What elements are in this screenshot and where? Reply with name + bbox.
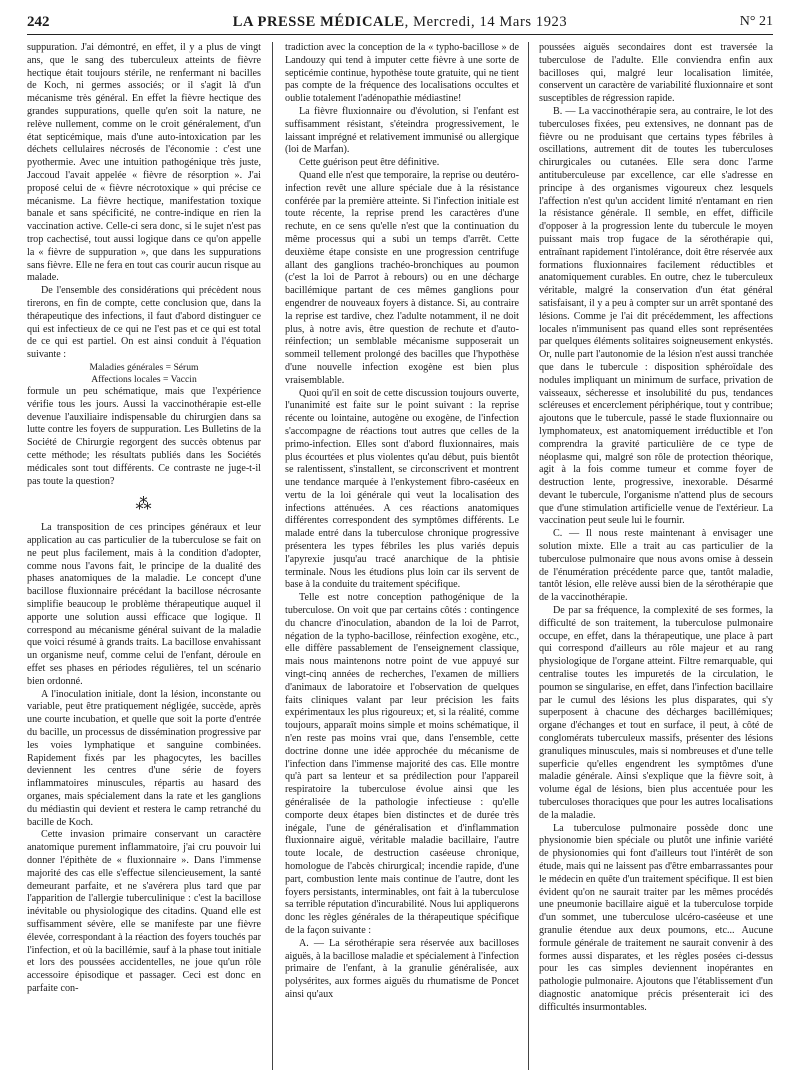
column-3 (539, 42, 773, 1015)
issue-date: , Mercredi, 14 Mars 1923 (404, 14, 568, 30)
column-1 (27, 42, 261, 996)
paragraph: Cette guérison peut être définitive. (299, 157, 440, 169)
paragraph: De par sa fréquence, la complexité de ses formes, la difficulté de son traitement, la tuberculose pulmonaire occupe, en effet, dans la thérapeutique, une place à part qui correspond d'ailleurs au rôle majeur et au rang physiologique de l'organe atteint. Filtre remarquable, qui centralise toutes les impuretés de la circulation, le poumon se singularise, en effet, dans l'infection bacillaire par le cumul des lésions les plus disparates, qui s'y superposent à chacune des décharges bacillémiques; organe d'échanges et tout en surface, il peut, à côté de conglomérats tuberculeux massifs, présenter des lésions granuliques minuscules, mais si nombreuses et d'une telle superficie qu'elles engendrent les symptômes d'une maladie générale. Ainsi s'explique que la fièvre soit, à volume égal de lésions, bien plus accentuée pour les tuberculoses thoraciques que pour les autres localisations de la maladie. (539, 605, 773, 821)
header-rule (27, 34, 773, 35)
paragraph: B. — La vaccinothérapie sera, au contraire, le lot des tuberculoses fixées, peu extensives, ne donnant pas de fièvre ou ne produisant que certains types fébriles à oscillations, autrement dit de toutes les tuberculoses chirurgicales ou cutanées. Elle sera donc l'arme antituberculeuse par excellence, car elle s'adresse en principe à des organismes vigoureux chez lesquels l'affection n'est qu'un accident limité n'entamant en rien la résistance générale. Il semble, en effet, difficile d'opposer à la progression lente du tubercule le moyen puissant mais trop fugace de la sérothérapie qui, entraînant rapidement l'intolérance, doit être réservée aux formations fluxionnaires facilement réductibles et anatomiquement curables. En outre, chez le tuberculeux véritable, malgré la conservation d'un état général satisfaisant, il y a peu à compter sur un arrêt spontané des lésions. Comme je l'ai dit précédemment, les affections locales n'immunisent pas quand elles sont représentées par quelques éléments solitaires soigneusement enkystés. Or, nulle part l'autonomie de la lésion n'est aussi tranchée que dans le tubercule : disposition sphéroïdale des nodules impliquant un minimum de surface, privation de vaisseaux, sécheresse et insolubilité du pus, tendances scléreuses et encerclement périphérique, tout y contribue; ajoutons que le tubercule, passé le stade fluxionnaire ou lymphomateux, est anatomiquement irréductible et l'on comprendra la gravité particulière de ce type de néoplasme qui, malgré son rôle de protection théorique, agit à la fois comme tumeur et comme foyer de destruction lente, progressive, inexorable. Désarmé devant le tubercule, l'organisme n'attend plus de secours que d'une stimulation artificielle venue de l'extérieur. La vaccination peut seule lui le fournir. (539, 105, 773, 527)
paragraph: La fièvre fluxionnaire ou d'évolution, si l'enfant est suffisamment résistant, s'éteindra progressivement, le laissant imprégné et relativement immunisé ou allergique (loi de Marfan). (285, 105, 519, 156)
paragraph: poussées aiguës secondaires dont est traversée la tuberculose de l'adulte. Elle conviendra enfin aux bacilloses qui, malgré leur localisation limitée, conservent un caractère de variabilité fluxionnaire et sont susceptibles de régression rapide. (539, 42, 773, 105)
paragraph: De l'ensemble des considérations qui précèdent nous tirerons, en fin de compte, cette conclusion que, dans la thérapeutique des infections, il faut d'abord distinguer ce qui est infectieux de ce qui ne l'est pas et ce qui est total de ce qui est partiel. On est ainsi conduit à l'équation suivante : (27, 285, 261, 361)
paragraph: Telle est notre conception pathogénique de la tuberculose. On voit que par certains côtés : contingence du chancre d'inoculation, abandon de la loi de Parrot, négation de la typho-bacillose, réinfection exogène, etc., elle diffère passablement de l'enseignement classique, mais nous maintenons notre point de vue appuyé sur vingt-cinq années de recherches, l'examen de milliers d'animaux de laboratoire et l'observation de quelques faits cliniques valant par leur précision les faits expérimentaux les plus rigoureux; et, si la réalité, comme toujours, apparaît moins simple et moins schématique, il n'en reste pas moins vrai que, dans l'ensemble, cette doctrine donne une idée approchée du mécanisme de l'infection dans l'immense majorité des cas. Elle montre qu'à part sa lenteur et sa prédilection pour l'appareil respiratoire la tuberculose évolue ainsi que les généralisée de la pathologie infectieuse : qu'elle comporte deux étapes bien distinctes et de durée très inégale, l'une de généralisation et d'inflammation fluxionnaire aiguë, véritable maladie bacillaire, l'autre toute locale, de destruction caséeuse chronique, homologue de l'abcès chirurgical; incendie rapide, d'une part, combustion lente mais continue de l'autre, dont les foyers persistants, interminables, ont fait à la tuberculose sa terrible réputation d'incurabilité. Nous lui appliquerons donc les règles générales de la thérapeutique spécifique de la façon suivante : (285, 592, 519, 936)
paragraph: La tuberculose pulmonaire possède donc une physionomie bien spéciale ou plutôt une infinie variété de physionomies qui font d'ailleurs tout l'intérêt de son étude, mais qui ne laissent pas d'être embarrassantes pour le médecin en quête d'un traitement spécifique. Il est bien évident qu'on ne saurait traiter par les mêmes procédés une pneumonie bacillaire aiguë et la tuberculose torpide d'un sommet, une tuberculose ulcéro-caséeuse et une granulie étendue aux deux poumons, etc... Aucune formule générale de traitement ne saurait convenir à des formes aussi disparates, et les règles posées ci-dessus pour les cas simples deviennent inopérantes en pathologie pulmonaire. Ajoutons que l'établissement d'un diagnostic anatomique précis présenterait ici des difficultés insurmontables. (539, 822, 773, 1013)
section-ornament: ⁂ (135, 496, 153, 514)
paragraph: formule un peu schématique, mais que l'expérience vérifie tous les jours. Aussi la vaccinothérapie est-elle devenue l'auxiliaire indispensable du chirurgien dans sa lutte contre les foyers de suppuration. Les Bulletins de la Société de Chirurgie regorgent des succès obtenus par cette méthode; les résultats publiés dans les Sociétés médicales sont tout différents. Ce contraste ne juge-t-il pas toute la question? (27, 385, 261, 487)
paragraph: C. — Il nous reste maintenant à envisager une solution mixte. Elle a trait au cas particulier de la tuberculose pulmonaire que nous avons omise à dessein de l'énumération précédente parce que, tantôt maladie, tantôt lésion, elle relève aussi bien de la sérothérapie que de la vaccinothérapie. (539, 528, 773, 604)
paragraph: Cette invasion primaire conservant un caractère anatomique purement inflammatoire, j'ai cru pouvoir lui donner l'épithète de « fluxionnaire ». Dans l'immense majorité des cas elle s'effectue silencieusement, la santé demeurant parfaite, et ne s'avérera plus tard que par l'apparition de l'allergie tuberculinique : c'est la bacillose inévitable ou physiologique des citadins. Quand elle est suffisamment sévère, elle se manifeste par une fièvre élevée, correspondant à la réaction des foyers touchés par l'infection, et où la bacillémie, sauf à la phase tout initiale et lors des poussées accidentelles, ne joue qu'un rôle accessoire épisodique et passager. Ceci est donc en parfaite con- (27, 829, 261, 994)
paragraph: suppuration. J'ai démontré, en effet, il y a plus de vingt ans, que le sang des tuberculeux atteints de fièvre hectique était toujours stérile, ne renfermant ni bacilles de Koch, ni germes associés; or il s'agit là d'un mécanisme très général. En effet la fièvre hectique des grandes suppurations, quelle qu'en soit la nature, ne relève nullement, comme on le croit généralement, d'un état septicémique, mais d'une auto-intoxication par les déchets cellulaires nécrosés de l'économie : c'est une pyothermie. Avec une intuition pathogénique très juste, Jaccoud l'avait appelée « fièvre de résorption ». J'ai proposé celui de « fièvre nécrotoxique » qui précise ce mécanisme. La fièvre hectique, manifestation toxique banale et sans spécificité, ne contre-indique en rien la vaccination active. Celle-ci sera donc, si le sujet n'est pas trop cachectisé, tout aussi logique dans ce qu'on appelle la « fièvre de suppuration », que dans les suppurations sans fièvre. Elle ne fera en tout cas courir aucun risque au malade. (27, 42, 261, 284)
paragraph: A l'inoculation initiale, dont la lésion, inconstante ou variable, peut être pratiquement négligée, succède, après une courte incubation, et quelle que soit la porte d'entrée du bacille, un processus de dissémination progressive par les voies lymphatique et sanguine combinées. Rapidement fixés par les phagocytes, les bacilles deviennent les centres d'une série de foyers inflammatoires minuscules, répartis au hasard des organes, mais spécialement dans la rate et les ganglions du médiastin qui devient et restera le camp retranché du bacille de Koch. (27, 688, 261, 828)
equation (27, 362, 261, 386)
paragraph: La transposition de ces principes généraux et leur application au cas particulier de la tuberculose se fait on ne peut plus facilement, mais à la condition d'adopter, comme nous l'avons fait, le principe de la dualité des phases anatomiques de la maladie. Le concept d'une bacillose fluxionnaire précédant la bacillose nécrosante simplifie beaucoup le problème thérapeutique auquel il apporte une solution aussi efficace que logique. Il correspond au mécanisme général suivant de la maladie que voici résumé à grands traits. La bacillose envahissant un organisme neuf, comme celui de l'enfant, déroule en effet ses phases en périodes régulières, tel un scénario bien ordonné. (27, 522, 261, 687)
issue-number: N° 21 (739, 14, 773, 29)
equation-line: Affections locales = Vaccin (91, 373, 197, 385)
column-divider (272, 42, 273, 1070)
journal-title: LA PRESSE MÉDICALE (232, 14, 405, 30)
column-divider (528, 42, 529, 1070)
page-number: 242 (27, 14, 50, 30)
journal-title-line (27, 14, 773, 31)
equation-line: Maladies générales = Sérum (89, 361, 199, 373)
paragraph: Quoi qu'il en soit de cette discussion toujours ouverte, l'unanimité est faite sur le point suivant : la reprise récente ou lointaine, autogène ou exogène, de l'infection s'accompagne de réactions tout autres que celles de la primo-infection. Elles sont d'abord fluxionnaires, mais plus écourtées et plus violentes qu'au début, puis bientôt se ralentissent, s'installent, se circonscrivent et montrent une tendance marquée à l'enkystement fibro-caséeux en vertu de la loi générale qui veut la localisation des infections atténuées. A ces réactions anatomiques différentes correspondent des symptômes différents. Le malade entré dans la tuberculose chronique progressive présentera les types fébriles les plus variés depuis l'apyrexie jusqu'au tracé anarchique de la phtisie terminale. Nous les étudions plus loin car ils servent de base à la conduite du traitement spécifique. (285, 387, 519, 591)
paragraph: tradiction avec la conception de la « typho-bacillose » de Landouzy qui tend à imputer cette fièvre à une sorte de septicémie continue, hypothèse toute gratuite, qui ne tient pas compte de la fréquence des localisations occultes et oublie totalement l'adénopathie médiastine! (285, 42, 519, 105)
page-header (27, 14, 773, 36)
column-2 (285, 42, 519, 1002)
paragraph: A. — La sérothérapie sera réservée aux bacilloses aiguës, à la bacillose maladie et spécialement à l'infection primaire de l'enfant, à la granulie généralisée, aux polysérites, aux formes aiguës du rhumatisme de Poncet ainsi qu'aux (285, 937, 519, 1000)
paragraph: Quand elle n'est que temporaire, la reprise ou deutéro-infection revêt une allure spéciale due à la résistance conférée par la première atteinte. Si l'infection initiale est toute récente, la reprise prend les caractères d'une rechute, en ce sens qu'elle n'est que la continuation du même processus qui a subi un temps d'arrêt. Cette deuxième étape consiste en une progression centrifuge allant des ganglions trachéo-bronchiques au poumon (c'est la loi de Parrot à rebours) ou en une décharge bacillémique partant de ces mêmes ganglions pour engendrer de nouveaux foyers à distance. Si, au contraire la reprise est tardive, chez l'adulte notamment, il ne doit plus, à notre avis, être question de rechute et d'auto-réinfection; un semblable mécanisme supposerait un sommeil tellement prolongé des bacilles que l'hypothèse d'une nouvelle infection exogène est bien plus vraisemblable. (285, 169, 519, 386)
